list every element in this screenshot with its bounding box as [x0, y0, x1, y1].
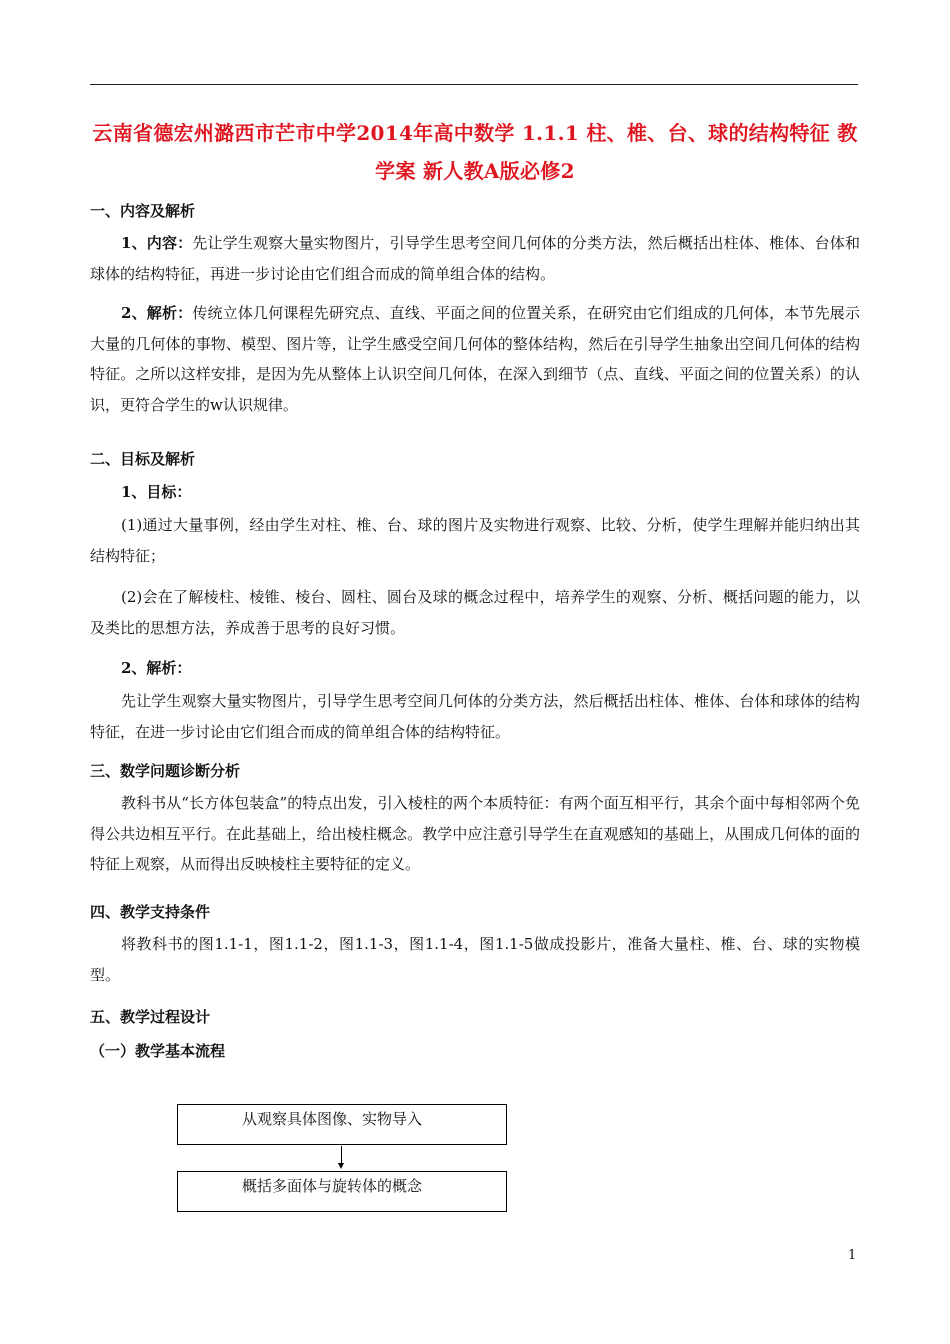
flowchart-step-2	[177, 1171, 507, 1212]
section-2-analysis-label: 2、解析：	[121, 659, 192, 677]
goal-item-2: (2)会在了解棱柱、棱锥、棱台、圆柱、圆台及球的概念过程中，培养学生的观察、分析、概括问题的能力，以及类比的思想方法，养成善于思考的良好习惯。	[90, 588, 860, 637]
goal-label: 1、目标：	[121, 483, 192, 501]
section-4-heading: 四、教学支持条件	[90, 903, 211, 921]
section-4-text: 将教科书的图1.1-1，图1.1-2，图1.1-3，图1.1-4，图1.1-5做成投影片，准备大量柱、椎、台、球的实物模型。	[90, 935, 860, 984]
analysis-text: 传统立体几何课程先研究点、直线、平面之间的位置关系，在研究由它们组成的几何体，本节先展示大量的几何体的事物、模型、图片等，让学生感受空间几何体的整体结构，然后在引导学生抽象出空间几何体的结构特征。之所以这样安排，是因为先从整体上认识空间几何体，在深入到细节（点、直线、平面之间的位置关系）的认识，更符合学生的w认识规律。	[90, 304, 860, 414]
content-text: 先让学生观察大量实物图片，引导学生思考空间几何体的分类方法，然后概括出柱体、椎体、台体和球体的结构特征，再进一步讨论由它们组合而成的简单组合体的结构。	[90, 234, 860, 283]
page-number: 1	[848, 1248, 857, 1263]
section-3-heading: 三、数学问题诊断分析	[90, 762, 241, 780]
section-2-heading: 二、目标及解析	[90, 450, 196, 468]
content-label: 1、内容：	[121, 234, 193, 252]
header-rule	[90, 84, 858, 85]
section-3-text: 教科书从“长方体包装盒”的特点出发，引入棱柱的两个本质特征：有两个面互相平行，其余个面中每相邻两个免得公共边相互平行。在此基础上，给出棱柱概念。教学中应注意引导学生在直观感知的基础上，从围成几何体的面的特征上观察，从而得出反映棱柱主要特征的定义。	[90, 794, 860, 873]
flowchart-arrow-icon	[338, 1163, 344, 1169]
goal-item-1: (1)通过大量事例，经由学生对柱、椎、台、球的图片及实物进行观察、比较、分析，使学生理解并能归纳出其结构特征；	[90, 516, 860, 565]
section-5-subheading: （一）教学基本流程	[90, 1042, 226, 1060]
flowchart-step-2-label: 概括多面体与旋转体的概念	[242, 1177, 423, 1195]
document-title: 云南省德宏州潞西市芒市中学2014年高中数学 1.1.1 柱、椎、台、球的结构特征 教学案 新人教A版必修2	[92, 121, 858, 183]
section-1-analysis-paragraph	[90, 298, 860, 420]
section-1-content-paragraph	[90, 228, 860, 289]
section-2-analysis-text: 先让学生观察大量实物图片，引导学生思考空间几何体的分类方法，然后概括出柱体、椎体、台体和球体的结构特征，在进一步讨论由它们组合而成的简单组合体的结构特征。	[90, 692, 860, 741]
section-5-heading: 五、教学过程设计	[90, 1008, 211, 1026]
flowchart-step-1-label: 从观察具体图像、实物导入	[242, 1110, 423, 1128]
analysis-label: 2、解析：	[121, 304, 193, 322]
flowchart-step-1	[177, 1104, 507, 1145]
section-1-heading: 一、内容及解析	[90, 202, 196, 220]
